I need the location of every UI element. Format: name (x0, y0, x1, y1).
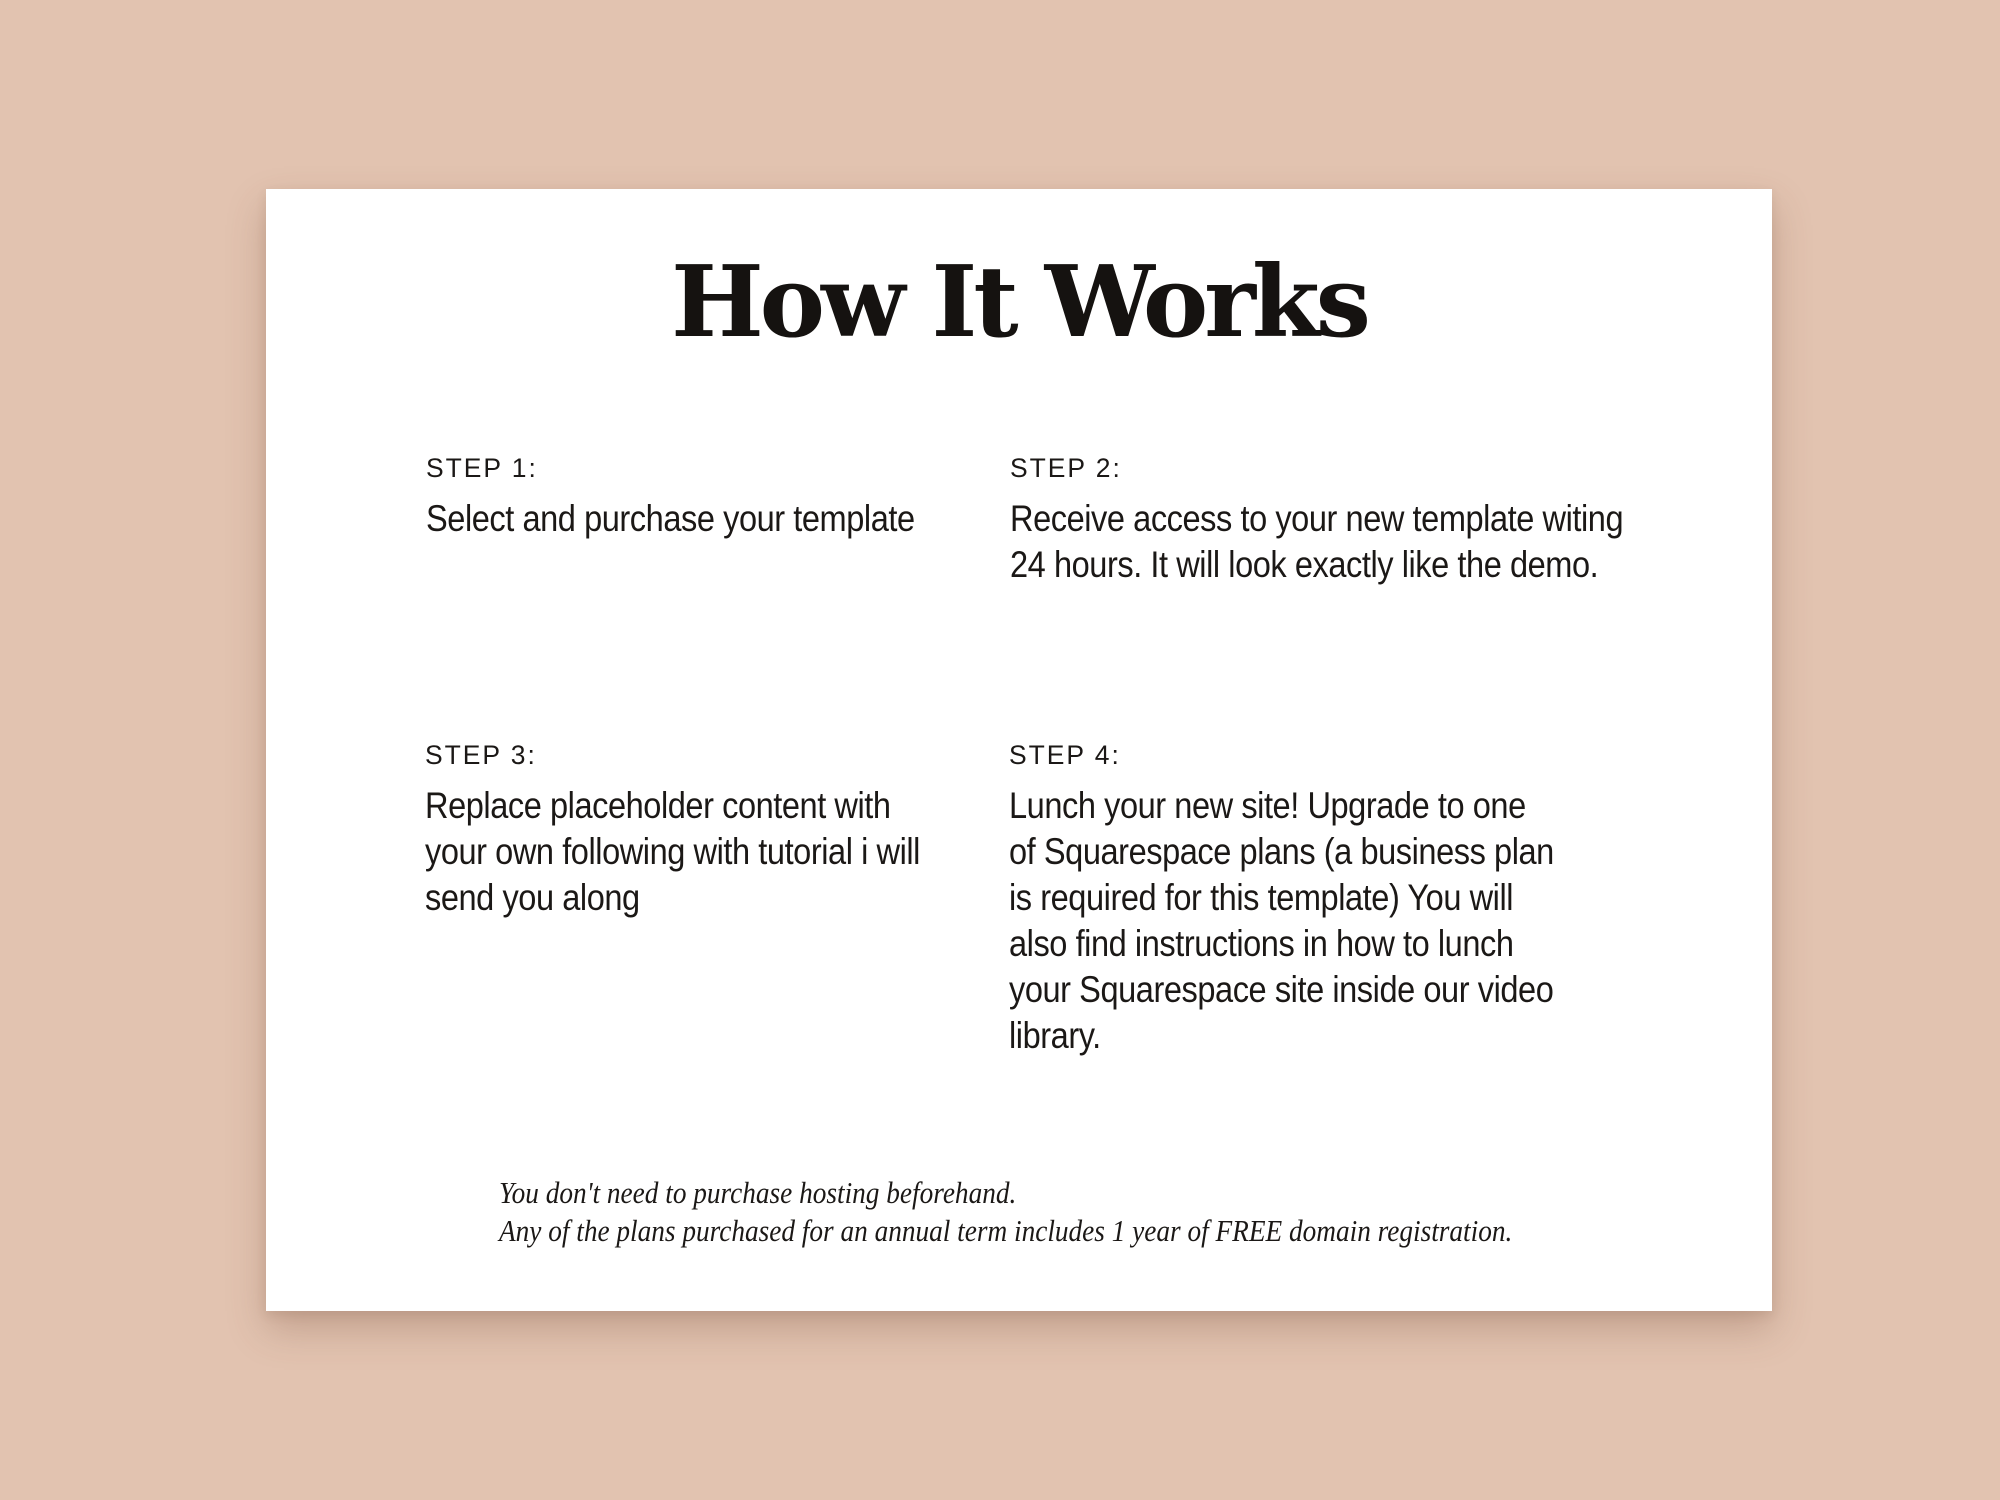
footnote-line-2: Any of the plans purchased for an annual term includes 1 year of FREE domain registration. (499, 1213, 1513, 1248)
step-2-label: STEP 2: (1010, 453, 1122, 483)
how-it-works-card (266, 189, 1772, 1311)
page-title: How It Works (671, 245, 1367, 360)
step-4-label: STEP 4: (1009, 740, 1121, 770)
footnote-line-1: You don't need to purchase hosting beforehand. (499, 1175, 1017, 1210)
step-2-text: Receive access to your new template witing 24 hours. It will look exactly like the demo. (1010, 498, 1624, 585)
step-1 (426, 455, 1026, 542)
step-4-text: Lunch your new site! Upgrade to one of Squarespace plans (a business plan is required for this template) You will also find instructions in how to lunch your Squarespace site inside our video library. (1009, 785, 1554, 1056)
footnote (499, 1174, 1555, 1250)
step-1-text: Select and purchase your template (426, 498, 915, 539)
step-1-label: STEP 1: (426, 453, 538, 483)
step-4 (1009, 742, 1629, 1059)
step-3-text: Replace placeholder content with your own following with tutorial i will send you along (425, 785, 920, 918)
step-2 (1010, 455, 1710, 588)
step-3-label: STEP 3: (425, 740, 537, 770)
step-3 (425, 742, 1005, 921)
